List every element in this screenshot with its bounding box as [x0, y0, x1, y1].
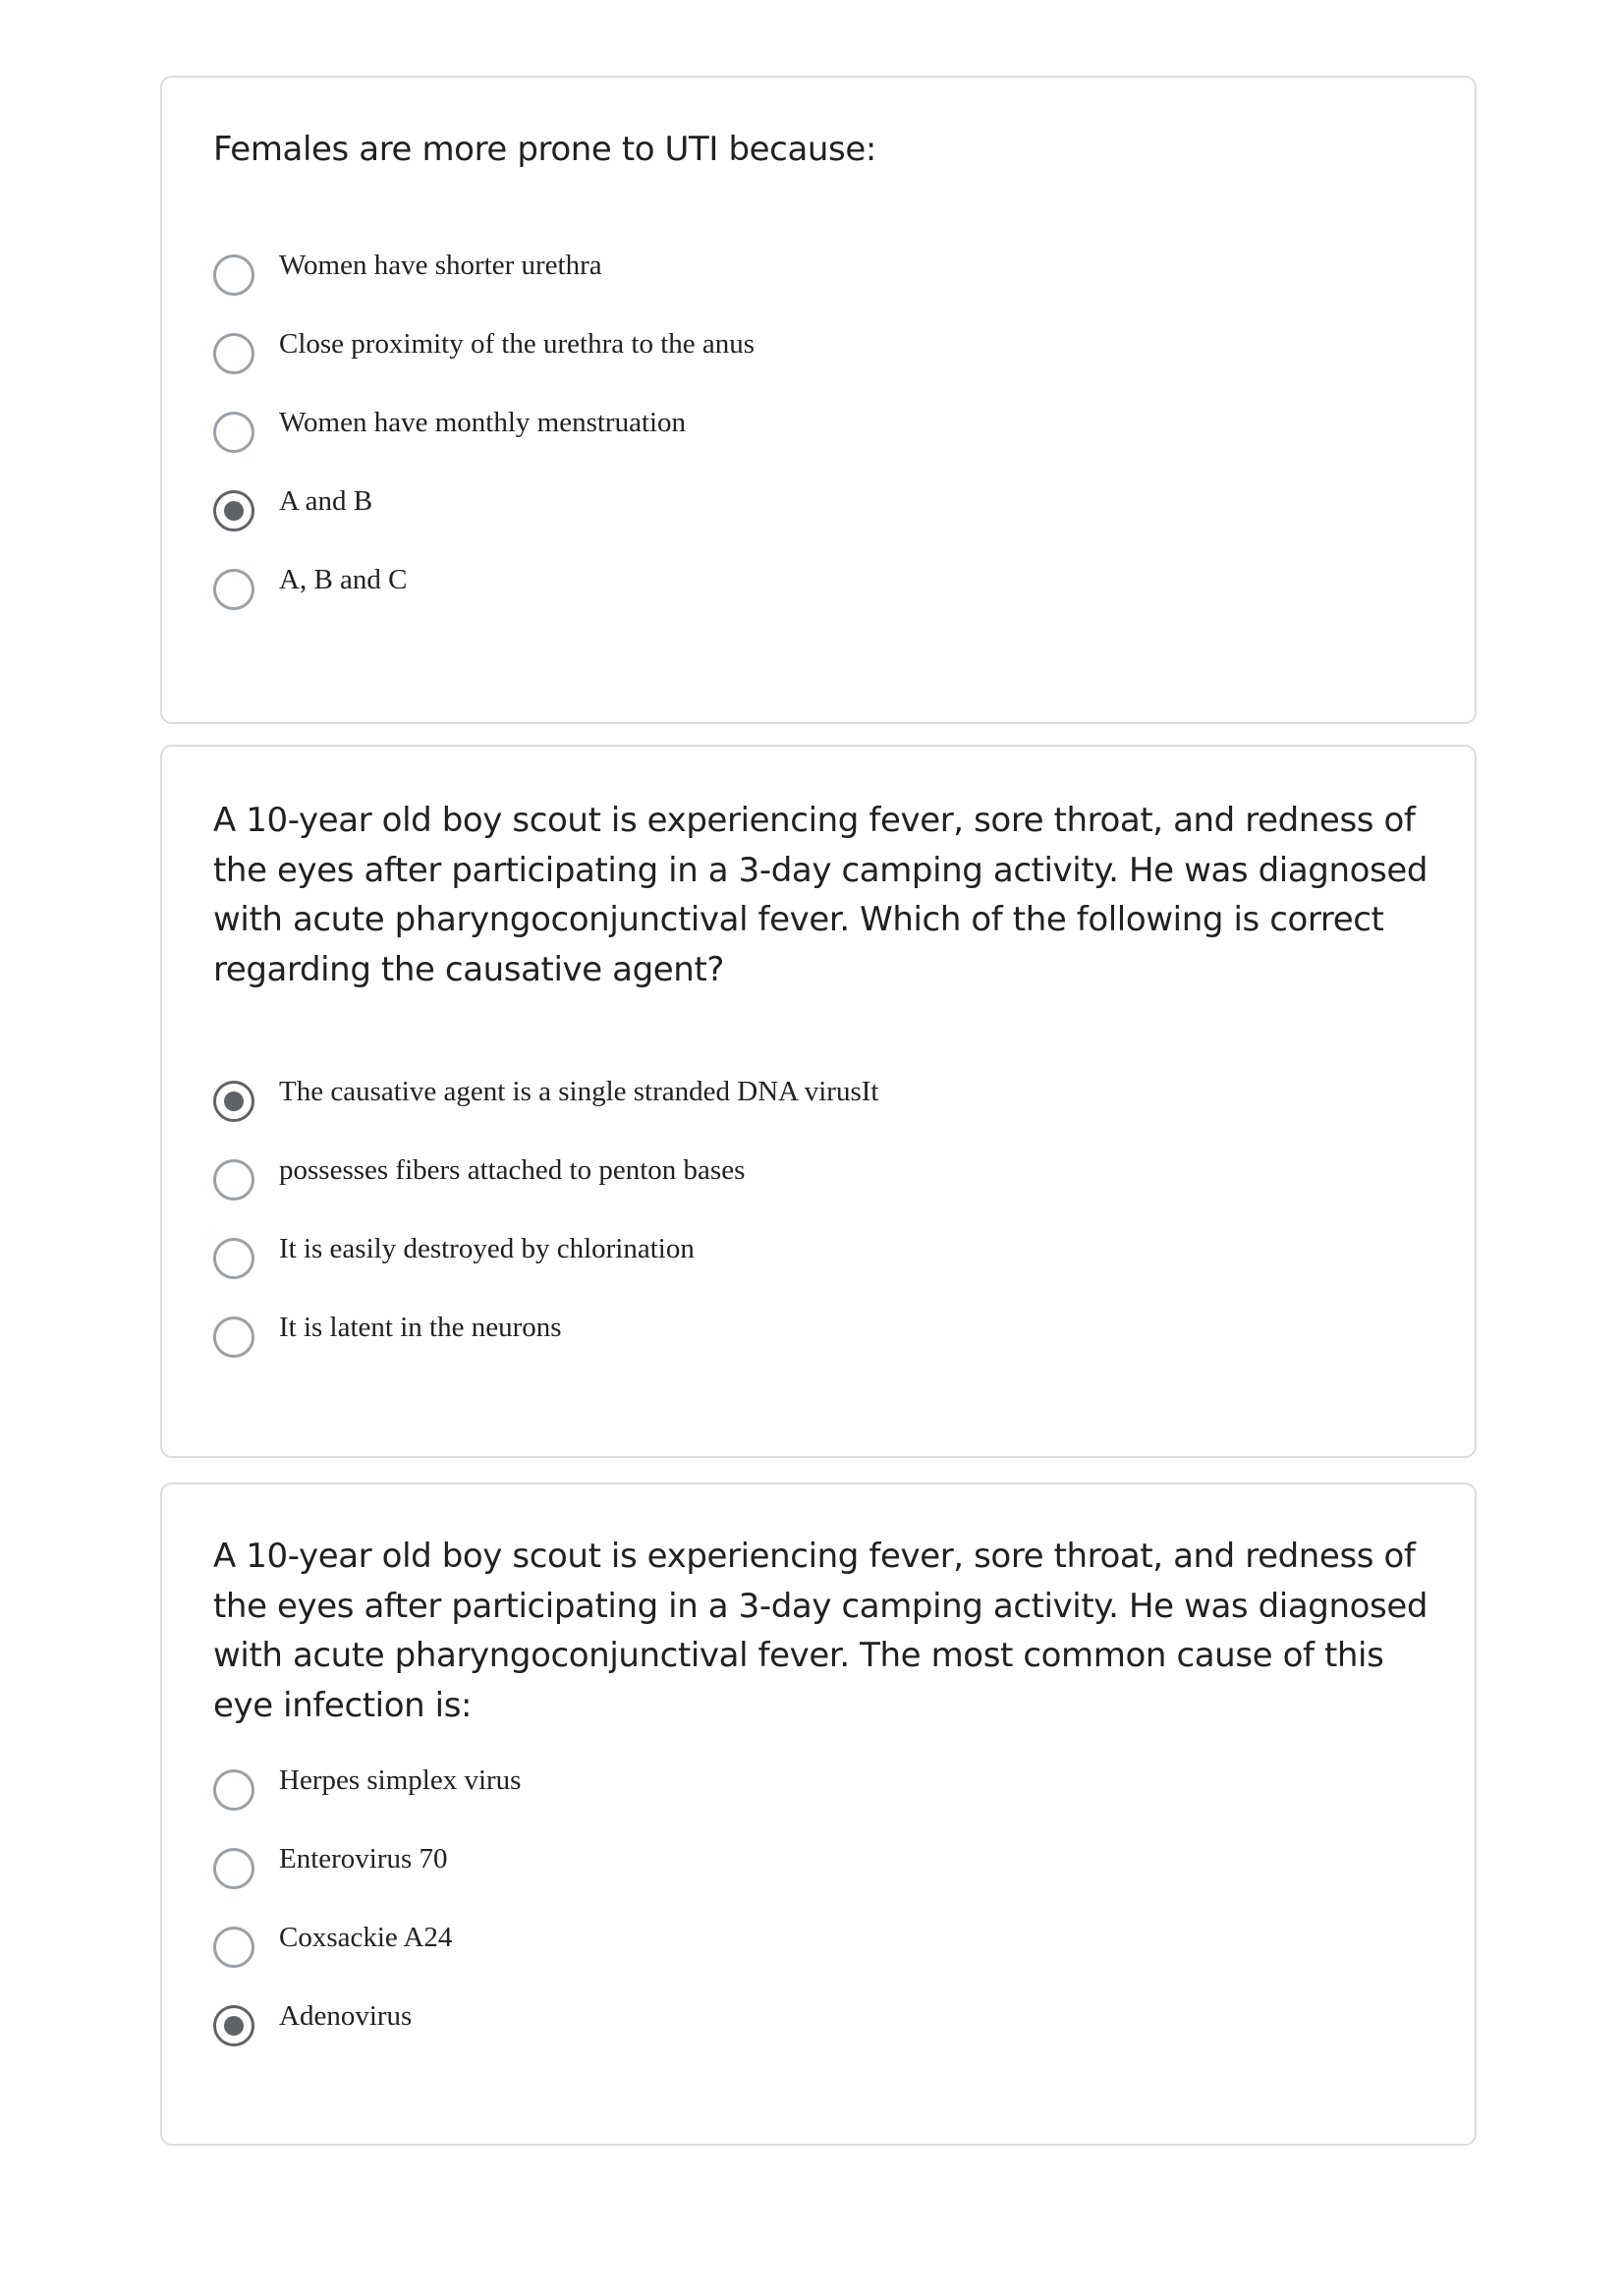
question-text: A 10-year old boy scout is experiencing fever, sore throat, and redness of the eyes after participating in a 3-day camping activity. He was diagnosed with acute pharyngoconjunctival fever. Which of the following is correct regarding the causative agent?	[213, 801, 1428, 989]
question-card-2	[160, 745, 1477, 1458]
question-text: A 10-year old boy scout is experiencing fever, sore throat, and redness of the eyes after participating in a 3-day camping activity. He was diagnosed with acute pharyngoconjunctival fever. The most common cause of this eye infection is:	[213, 1537, 1428, 1725]
radio-unchecked-icon[interactable]	[213, 1848, 254, 1889]
option-label: Herpes simplex virus	[279, 1764, 522, 1796]
radio-checked-icon[interactable]	[213, 2005, 254, 2046]
option-label: Enterovirus 70	[279, 1843, 448, 1875]
radio-checked-icon[interactable]	[213, 490, 254, 532]
radio-unchecked-icon[interactable]	[213, 254, 254, 296]
radio-unchecked-icon[interactable]	[213, 1159, 254, 1201]
radio-unchecked-icon[interactable]	[213, 1927, 254, 1968]
option-label: Close proximity of the urethra to the anus	[279, 328, 756, 360]
radio-unchecked-icon[interactable]	[213, 333, 254, 374]
question-card-1	[160, 76, 1477, 724]
option-label: Women have monthly menstruation	[279, 407, 687, 438]
radio-unchecked-icon[interactable]	[213, 1316, 254, 1358]
radio-unchecked-icon[interactable]	[213, 1238, 254, 1279]
option-label: The causative agent is a single stranded DNA virusIt	[279, 1076, 879, 1107]
option-label: possesses fibers attached to penton bases	[279, 1154, 746, 1186]
option-label: It is easily destroyed by chlorination	[279, 1233, 695, 1264]
option-label: Adenovirus	[279, 2000, 413, 2032]
option-label: A and B	[279, 485, 373, 517]
radio-unchecked-icon[interactable]	[213, 569, 254, 610]
option-label: Women have shorter urethra	[279, 250, 602, 281]
radio-checked-icon[interactable]	[213, 1081, 254, 1122]
question-text: Females are more prone to UTI because:	[213, 130, 876, 169]
option-label: It is latent in the neurons	[279, 1312, 562, 1343]
radio-unchecked-icon[interactable]	[213, 1769, 254, 1811]
option-label: A, B and C	[279, 564, 408, 595]
option-label: Coxsackie A24	[279, 1922, 453, 1953]
question-card-3	[160, 1483, 1477, 2146]
radio-unchecked-icon[interactable]	[213, 412, 254, 453]
